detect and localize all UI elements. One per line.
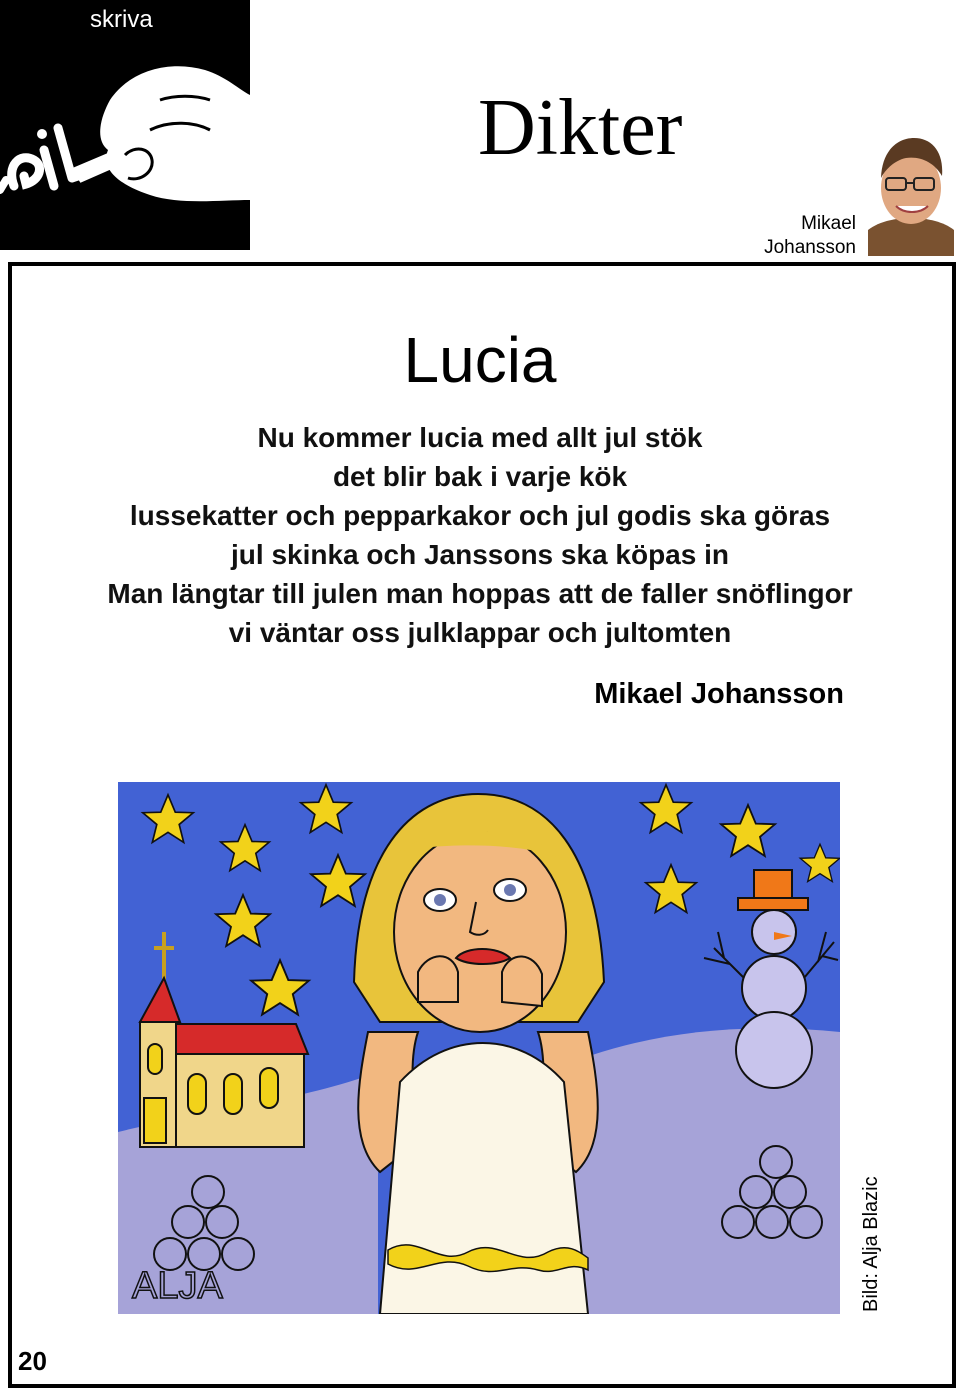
writing-hand-icon [0, 0, 250, 250]
category-label: skriva [90, 6, 153, 33]
author-photo [868, 132, 954, 256]
poem-line: Nu kommer lucia med allt jul stök [257, 422, 703, 453]
skriva-logo [0, 0, 250, 250]
lucia-painting [118, 782, 840, 1314]
image-credit: Bild: Alja Blazic [860, 1176, 882, 1312]
author-first-name: Mikael [801, 213, 856, 234]
poem-line: jul skinka och Janssons ska köpas in [231, 539, 729, 570]
poem-line: vi väntar oss julklappar och jultomten [228, 617, 732, 648]
section-title: Dikter [478, 84, 683, 172]
poem-line: lussekatter och pepparkakor och jul godis ska göras [129, 500, 831, 531]
poem-title: Lucia [403, 324, 557, 396]
poem-author: Mikael Johansson [594, 678, 844, 710]
page-number: 20 [18, 1346, 47, 1376]
poem-body [12, 418, 948, 652]
poem-line: Man längtar till julen man hoppas att de faller snöflingor [107, 578, 853, 609]
author-last-name: Johansson [764, 237, 856, 258]
artist-signature: ALJA [132, 1265, 223, 1307]
lucia-figure [354, 794, 604, 1314]
author-byline [764, 212, 856, 260]
poem-line: det blir bak i varje kök [332, 461, 628, 492]
